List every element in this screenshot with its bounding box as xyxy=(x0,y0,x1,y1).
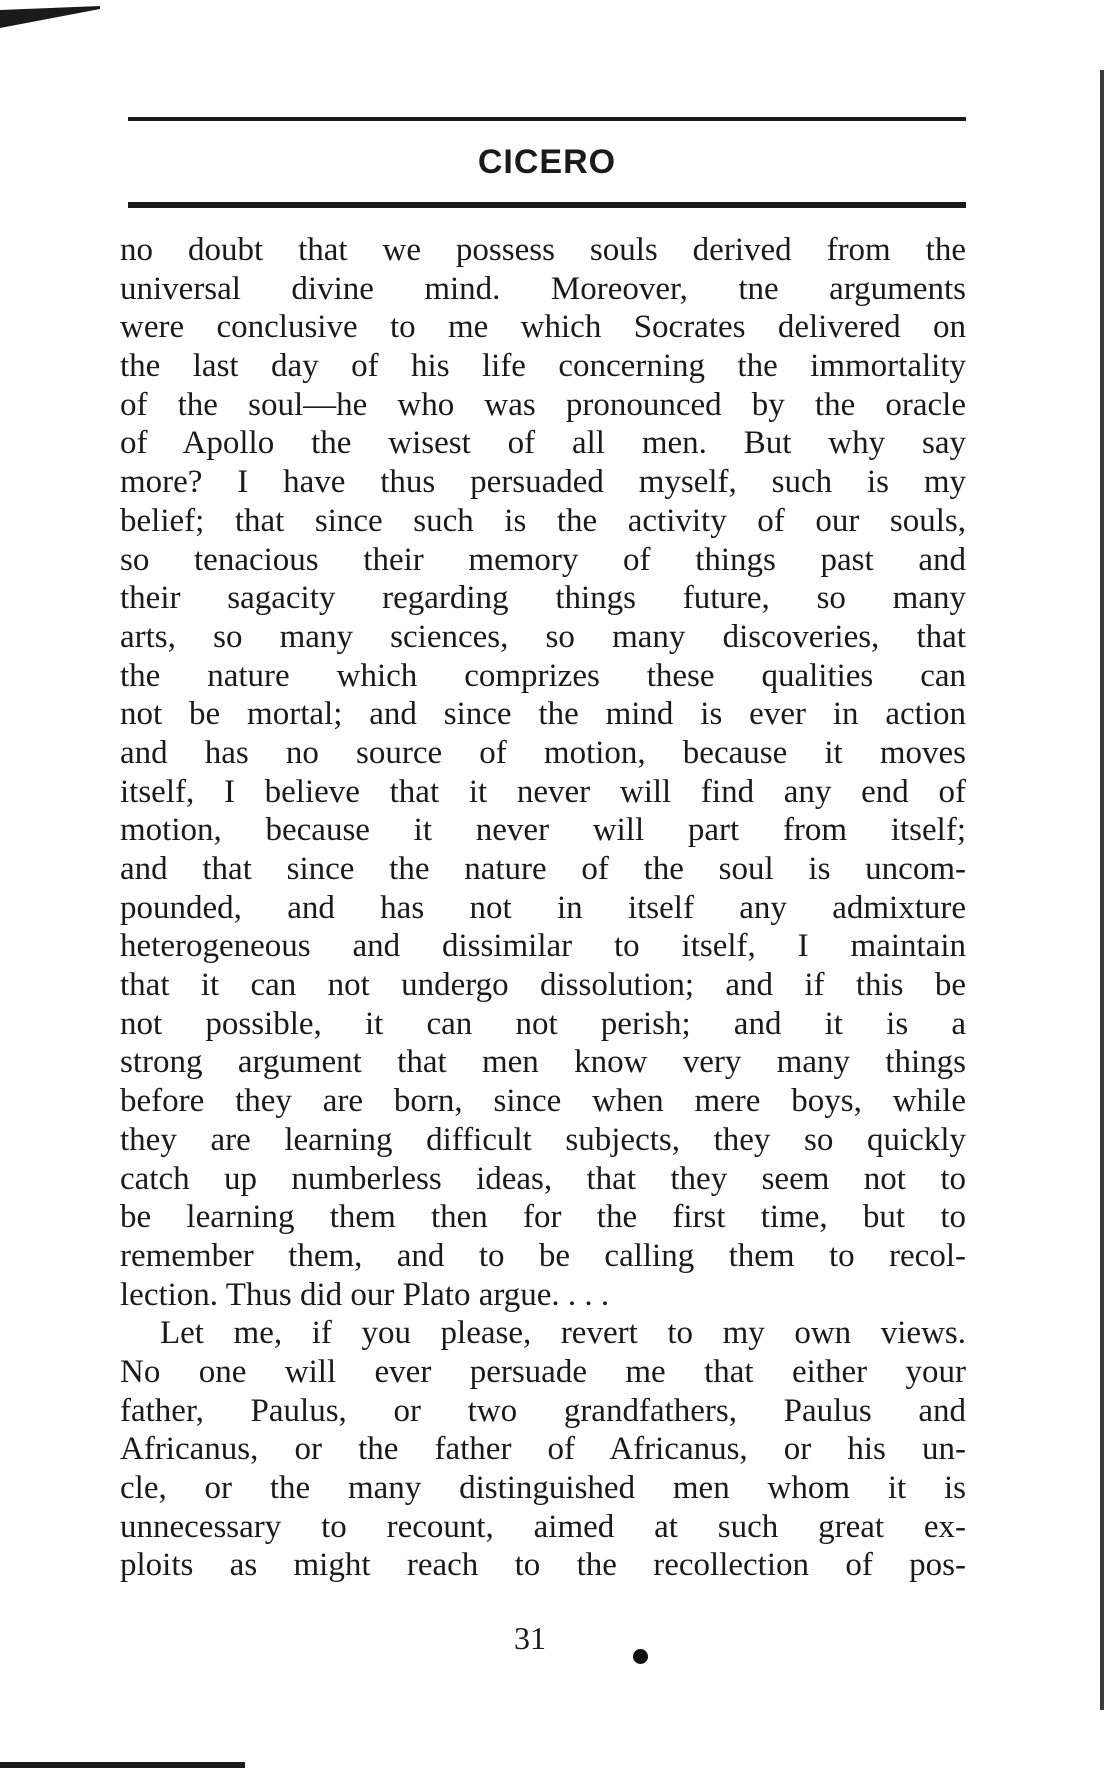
text-line: ploits as might reach to the recollection of pos- xyxy=(120,1547,966,1584)
text-line: not possible, it can not perish; and it is a xyxy=(120,1005,966,1042)
text-line: universal divine mind. Moreover, tne arguments xyxy=(120,270,966,307)
text-line: Africanus, or the father of Africanus, or his un- xyxy=(120,1431,966,1468)
text-line: and has no source of motion, because it moves xyxy=(120,734,966,771)
text-line: Let me, if you please, revert to my own views. xyxy=(160,1315,966,1352)
running-head: CICERO xyxy=(477,143,617,181)
text-line: of Apollo the wisest of all men. But why say xyxy=(120,425,966,462)
text-line: were conclusive to me which Socrates delivered on xyxy=(120,309,966,346)
page-number: 31 xyxy=(514,1620,546,1656)
text-line: unnecessary to recount, aimed at such great ex- xyxy=(120,1508,966,1545)
text-line: pounded, and has not in itself any admixture xyxy=(120,889,966,926)
text-line: belief; that since such is the activity of our souls, xyxy=(120,502,966,539)
text-line: so tenacious their memory of things past and xyxy=(120,541,966,578)
text-line: no doubt that we possess souls derived from the xyxy=(120,232,966,268)
text-line: lection. Thus did our Plato argue. . . . xyxy=(120,1276,610,1313)
text-line: of the soul—he who was pronounced by the oracle xyxy=(120,386,966,423)
header-rule-top xyxy=(128,117,966,121)
scan-edge-line xyxy=(1100,70,1104,1710)
text-line: strong argument that men know very many things xyxy=(120,1044,966,1081)
text-line: the nature which comprizes these qualities can xyxy=(120,657,966,694)
text-line: motion, because it never will part from itself; xyxy=(120,812,966,849)
text-line: more? I have thus persuaded myself, such is my xyxy=(120,464,966,501)
text-line: the last day of his life concerning the immortality xyxy=(120,348,966,385)
text-line: catch up numberless ideas, that they seem not to xyxy=(120,1160,966,1197)
text-line: they are learning difficult subjects, they so quickly xyxy=(120,1121,966,1158)
text-line: heterogeneous and dissimilar to itself, I maintain xyxy=(120,928,966,965)
body-text xyxy=(120,231,966,1585)
scan-bottom-mark xyxy=(0,1762,245,1768)
text-line: father, Paulus, or two grandfathers, Paulus and xyxy=(120,1392,966,1429)
text-line: be learning them then for the first time, but to xyxy=(120,1199,966,1236)
text-line: itself, I believe that it never will find any end of xyxy=(120,773,966,810)
text-line: cle, or the many distinguished men whom it is xyxy=(120,1470,966,1506)
scan-corner-mark xyxy=(0,6,100,28)
text-line: their sagacity regarding things future, so many xyxy=(120,580,966,617)
text-line: not be mortal; and since the mind is ever in action xyxy=(120,696,966,733)
header-rule-bottom xyxy=(128,202,966,208)
ink-blot xyxy=(633,1649,648,1664)
text-line: before they are born, since when mere boys, while xyxy=(120,1083,966,1120)
text-line: that it can not undergo dissolution; and if this be xyxy=(120,967,966,1004)
text-line: and that since the nature of the soul is uncom- xyxy=(120,851,966,887)
text-line: No one will ever persuade me that either your xyxy=(120,1353,966,1390)
text-line: arts, so many sciences, so many discoveries, that xyxy=(120,618,966,655)
text-line: remember them, and to be calling them to recol- xyxy=(120,1237,966,1274)
